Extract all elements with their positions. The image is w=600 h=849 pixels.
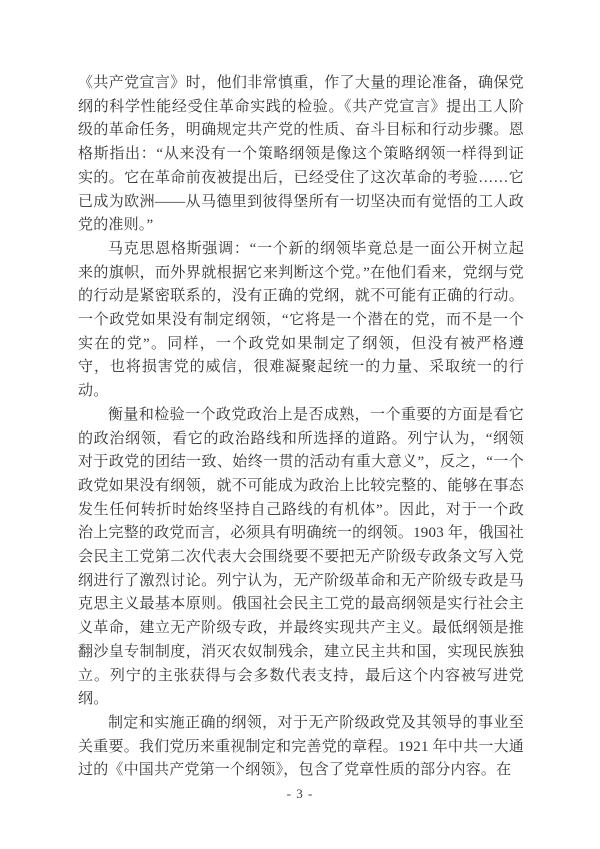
document-body [78, 72, 524, 783]
page-number: - 3 - [286, 786, 314, 801]
paragraph-cpc-first-program: 制定和实施正确的纲领，对于无产阶级政党及其领导的事业至关重要。我们党历来重视制定和完善党的章程。1921 年中共一大通过的《中国共产党第一个纲领》，包含了党章性质的部分内容。在 [78, 714, 524, 779]
paragraph-continuation: 《共产党宣言》时，他们非常慎重，作了大量的理论准备，确保党纲的科学性能经受住革命实践的检验。《共产党宣言》提出工人阶级的革命任务，明确规定共产党的性质、奋斗目标和行动步骤。恩格斯指出：“从来没有一个策略纲领是像这个策略纲领一样得到证实的。它在革命前夜被提出后，已经受住了这次革命的考验……它已成为欧洲——从马德里到彼得堡所有一切坚决而有觉悟的工人政党的准则。” [78, 75, 524, 234]
paragraph-marx-engels: 马克思恩格斯强调：“一个新的纲领毕竟总是一面公开树立起来的旗帜，而外界就根据它来判断这个党。”在他们看来，党纲与党的行动是紧密联系的，没有正确的党纲，就不可能有正确的行动。一个政党如果没有制定纲领，“它将是一个潜在的党，而不是一个实在的党”。同样，一个政党如果制定了纲领，但没有被严格遵守，也将损害党的威信，很难凝聚起统一的力量、采取统一的行动。 [78, 240, 524, 400]
paragraph-lenin-program: 衡量和检验一个政党政治上是否成熟，一个重要的方面是看它的政治纲领，看它的政治路线和所选择的道路。列宁认为，“纲领对于政党的团结一致、始终一贯的活动有重大意义”，反之，“一个政党如果没有纲领，就不可能成为政治上比较完整的、能够在事态发生任何转折时始终坚持自己路线的有机体”。因此，对于一个政治上完整的政党而言，必须具有明确统一的纲领。1903 年，俄国社会民主工党第二次代表大会围绕要不要把无产阶级专政条文写入党纲进行了激烈讨论。列宁认为，无产阶级革命和无产阶级专政是马克思主义最基本原则。俄国社会民主工党的最高纲领是实行社会主义革命，建立无产阶级专政，并最终实现共产主义。最低纲领是推翻沙皇专制制度，消灭农奴制残余，建立民主共和国，实现民族独立。列宁的主张获得与会多数代表支持，最后这个内容被写进党纲。 [78, 406, 524, 708]
